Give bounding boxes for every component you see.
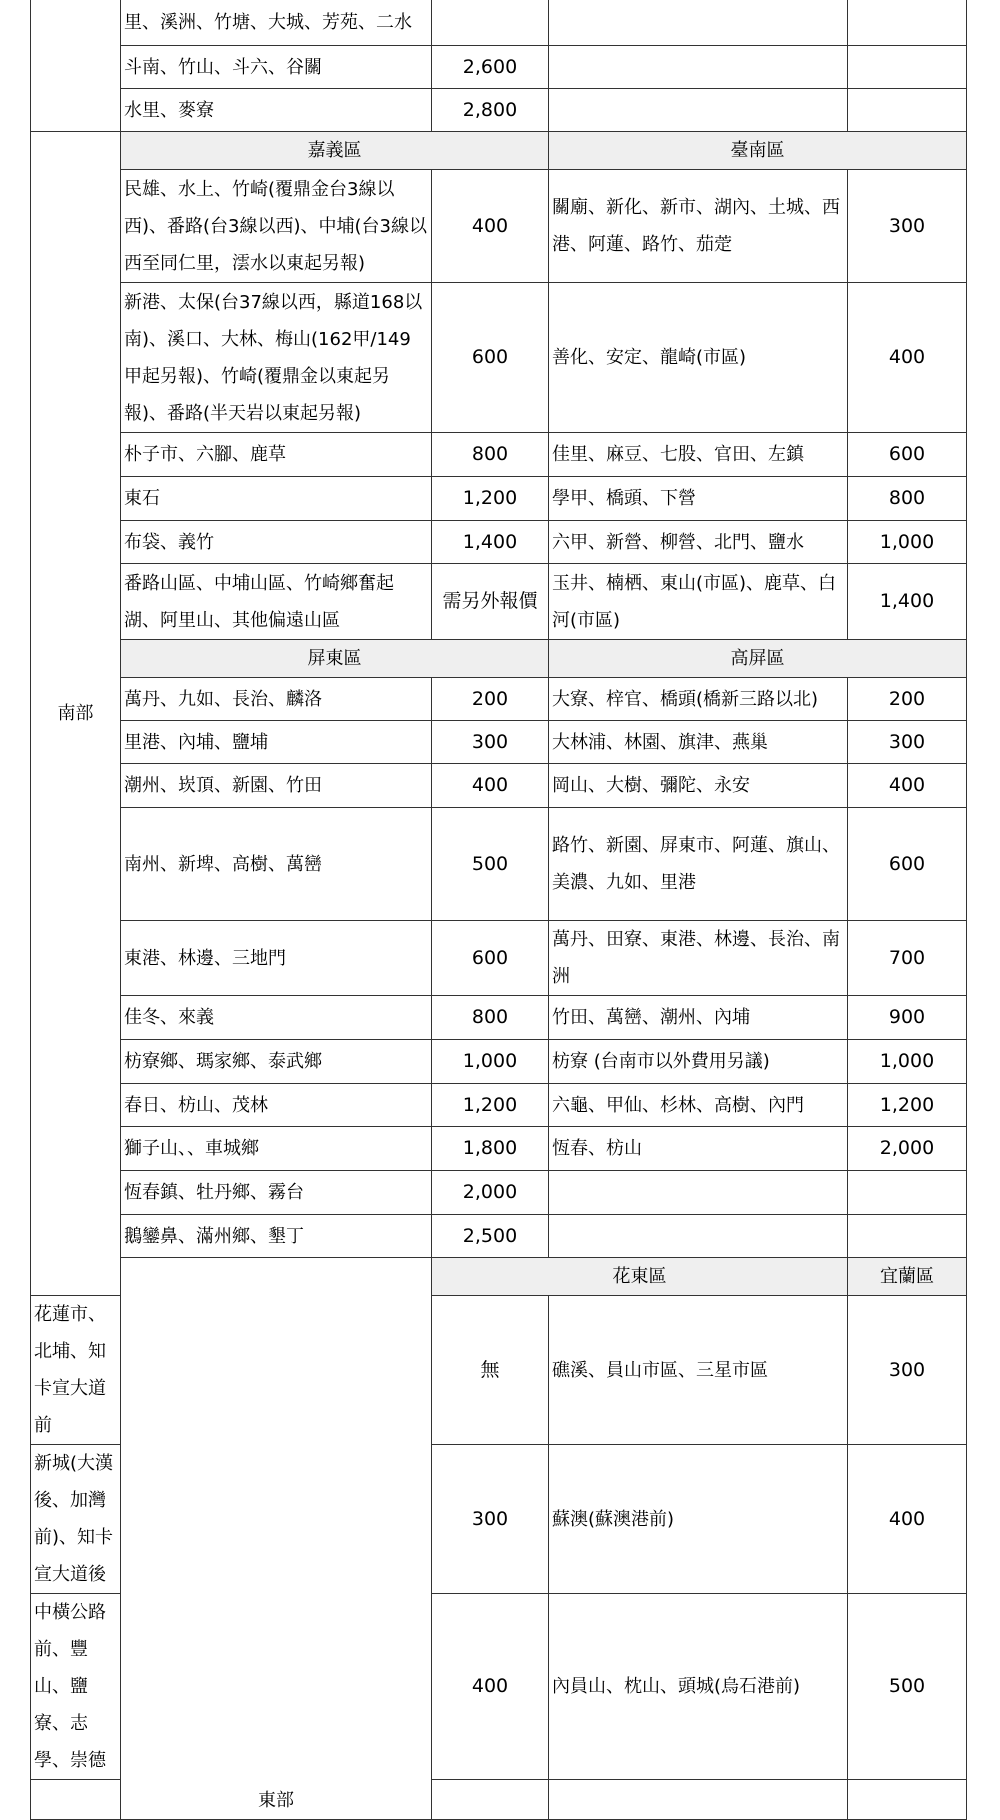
- empty-cell: [549, 0, 848, 46]
- price-cell: 需另外報價: [432, 564, 549, 640]
- area-cell: 大寮、梓官、橋頭(橋新三路以北): [549, 678, 848, 721]
- area-cell: 番路山區、中埔山區、竹崎鄉奮起湖、阿里山、其他偏遠山區: [121, 564, 432, 640]
- area-cell: 東石: [121, 477, 432, 521]
- section-header-row: [31, 1258, 967, 1296]
- area-cell: [549, 1215, 848, 1258]
- table-row: [31, 564, 967, 640]
- area-cell: [549, 1780, 848, 1820]
- price-cell: 1,800: [432, 1127, 549, 1171]
- price-cell: 300: [848, 1296, 967, 1445]
- price-cell: 無: [432, 1296, 549, 1445]
- price-cell: 200: [848, 678, 967, 721]
- area-cell: 里港、內埔、鹽埔: [121, 721, 432, 764]
- area-cell: 獅子山、、車城鄉: [121, 1127, 432, 1171]
- area-cell: 六甲、新營、柳營、北門、鹽水: [549, 521, 848, 564]
- price-cell: 1,000: [432, 1040, 549, 1084]
- area-text-extra: 美濃、九如、里港: [552, 872, 696, 893]
- area-cell-multiline: [549, 808, 848, 921]
- area-cell: 善化、安定、龍崎(市區): [549, 283, 848, 433]
- price-cell: [432, 1780, 549, 1820]
- section-header-row: [31, 640, 967, 678]
- price-cell: 1,200: [848, 1084, 967, 1127]
- price-cell: 400: [848, 764, 967, 808]
- price-cell: 1,200: [432, 1084, 549, 1127]
- table-row: [31, 921, 967, 996]
- price-cell: 800: [432, 433, 549, 477]
- section-header-row: [31, 132, 967, 170]
- area-cell: 春日、枋山、茂林: [121, 1084, 432, 1127]
- empty-cell: [848, 46, 967, 89]
- price-cell: 600: [432, 283, 549, 433]
- price-cell: 2,000: [848, 1127, 967, 1171]
- area-cell: 恆春鎮、牡丹鄉、霧台: [121, 1171, 432, 1215]
- price-document: [30, 0, 966, 1820]
- area-cell: 潮州、崁頂、新園、竹田: [121, 764, 432, 808]
- price-cell: 400: [432, 1594, 549, 1780]
- region-label-south: 南部: [31, 132, 121, 1296]
- table-row: [31, 1215, 967, 1258]
- area-cell: 民雄、水上、竹崎(覆鼎金台3線以西)、番路(台3線以西)、中埔(台3線以西至同仁里，澐水以東起另報): [121, 170, 432, 283]
- table-row: [31, 721, 967, 764]
- area-cell: 鵝鑾鼻、滿州鄉、墾丁: [121, 1215, 432, 1258]
- price-cell: 400: [432, 764, 549, 808]
- price-cell: 300: [432, 721, 549, 764]
- price-cell: 400: [848, 283, 967, 433]
- area-cell: 南州、新埤、高樹、萬巒: [121, 808, 432, 921]
- price-cell: 2,800: [432, 89, 549, 132]
- price-cell: 800: [432, 996, 549, 1040]
- section-title-yilan: 宜蘭區: [848, 1258, 967, 1296]
- area-cell: 朴子市、六腳、鹿草: [121, 433, 432, 477]
- area-cell: 竹田、萬巒、潮州、內埔: [549, 996, 848, 1040]
- area-cell: 關廟、新化、新市、湖內、土城、西港、阿蓮、路竹、茄萣: [549, 170, 848, 283]
- table-row: [31, 521, 967, 564]
- price-cell: 400: [432, 170, 549, 283]
- price-cell: 400: [848, 1445, 967, 1594]
- area-cell: 萬丹、九如、長治、麟洛: [121, 678, 432, 721]
- area-cell: [549, 1171, 848, 1215]
- table-row: [31, 1171, 967, 1215]
- price-cell: 300: [848, 721, 967, 764]
- area-cell: 枋寮 (台南市以外費用另議): [549, 1040, 848, 1084]
- section-title-huadong: 花東區: [432, 1258, 848, 1296]
- price-cell: 600: [848, 808, 967, 921]
- area-cell: 內員山、枕山、頭城(烏石港前): [549, 1594, 848, 1780]
- price-cell: 1,400: [848, 564, 967, 640]
- price-cell: [432, 0, 549, 46]
- area-cell: 水里、麥寮: [121, 89, 432, 132]
- section-title-chiayi: 嘉義區: [121, 132, 549, 170]
- price-cell: 1,200: [432, 477, 549, 521]
- section-title-pingtung: 屏東區: [121, 640, 549, 678]
- price-cell: 1,000: [848, 521, 967, 564]
- area-cell: 玉井、楠栖、東山(市區)、鹿草、白河(市區): [549, 564, 848, 640]
- table-row: [31, 808, 967, 921]
- area-cell: 礁溪、員山市區、三星市區: [549, 1296, 848, 1445]
- area-cell: 花蓮市、北埔、知卡宣大道前: [31, 1296, 121, 1445]
- area-cell: 萬丹、田寮、東港、林邊、長治、南洲: [549, 921, 848, 996]
- empty-cell: [549, 46, 848, 89]
- area-cell: 大林浦、林園、旗津、燕巢: [549, 721, 848, 764]
- empty-cell: [848, 0, 967, 46]
- area-cell: 學甲、橋頭、下營: [549, 477, 848, 521]
- price-cell: 2,500: [432, 1215, 549, 1258]
- table-row: [31, 764, 967, 808]
- price-cell: 200: [432, 678, 549, 721]
- price-cell: 900: [848, 996, 967, 1040]
- table-row: [31, 89, 967, 132]
- area-cell: 新城(大漢後、加灣前)、知卡宣大道後: [31, 1445, 121, 1594]
- price-cell: [848, 1780, 967, 1820]
- price-cell: 2,600: [432, 46, 549, 89]
- price-cell: 800: [848, 477, 967, 521]
- table-row: [31, 283, 967, 433]
- section-title-kaoping: 高屏區: [549, 640, 967, 678]
- price-cell: 500: [432, 808, 549, 921]
- price-cell: 1,000: [848, 1040, 967, 1084]
- area-cell: 佳冬、來義: [121, 996, 432, 1040]
- area-cell: 佳里、麻豆、七股、官田、左鎮: [549, 433, 848, 477]
- table-row: [31, 170, 967, 283]
- area-cell: 中橫公路前、豐山、鹽寮、志學、崇德: [31, 1594, 121, 1780]
- area-cell: 六龜、甲仙、杉林、高樹、內門: [549, 1084, 848, 1127]
- area-cell: 恆春、枋山: [549, 1127, 848, 1171]
- empty-cell: [848, 89, 967, 132]
- shipping-price-table: [30, 0, 967, 1820]
- empty-cell: [549, 89, 848, 132]
- area-cell: 新港、太保(台37線以西，縣道168以南)、溪口、大林、梅山(162甲/149甲起另報)、竹崎(覆鼎金以東起另報)、番路(半天岩以東起另報): [121, 283, 432, 433]
- table-row: [31, 0, 967, 46]
- table-row: [31, 1127, 967, 1171]
- section-title-tainan: 臺南區: [549, 132, 967, 170]
- area-cell: 里、溪洲、竹塘、大城、芳苑、二水: [121, 0, 432, 46]
- area-cell: 斗南、竹山、斗六、谷關: [121, 46, 432, 89]
- price-cell: 500: [848, 1594, 967, 1780]
- price-cell: 1,400: [432, 521, 549, 564]
- price-cell: [848, 1215, 967, 1258]
- table-row: [31, 996, 967, 1040]
- area-cell: 蘇澳(蘇澳港前): [549, 1445, 848, 1594]
- area-text: 路竹、新園、屏東市、阿蓮、旗山、: [552, 835, 840, 856]
- price-cell: [848, 1171, 967, 1215]
- area-cell: 布袋、義竹: [121, 521, 432, 564]
- area-cell: [31, 1780, 121, 1820]
- region-label-east: 東部: [121, 1258, 432, 1820]
- area-cell: 岡山、大樹、彌陀、永安: [549, 764, 848, 808]
- table-row: [31, 678, 967, 721]
- price-cell: 600: [432, 921, 549, 996]
- price-cell: 600: [848, 433, 967, 477]
- price-cell: 300: [432, 1445, 549, 1594]
- table-row: [31, 46, 967, 89]
- table-row: [31, 433, 967, 477]
- price-cell: 300: [848, 170, 967, 283]
- area-cell: 東港、林邊、三地門: [121, 921, 432, 996]
- table-row: [31, 1084, 967, 1127]
- price-cell: 2,000: [432, 1171, 549, 1215]
- table-row: [31, 1040, 967, 1084]
- table-row: [31, 477, 967, 521]
- price-cell: 700: [848, 921, 967, 996]
- region-cell-blank: [31, 0, 121, 132]
- area-cell: 枋寮鄉、瑪家鄉、泰武鄉: [121, 1040, 432, 1084]
